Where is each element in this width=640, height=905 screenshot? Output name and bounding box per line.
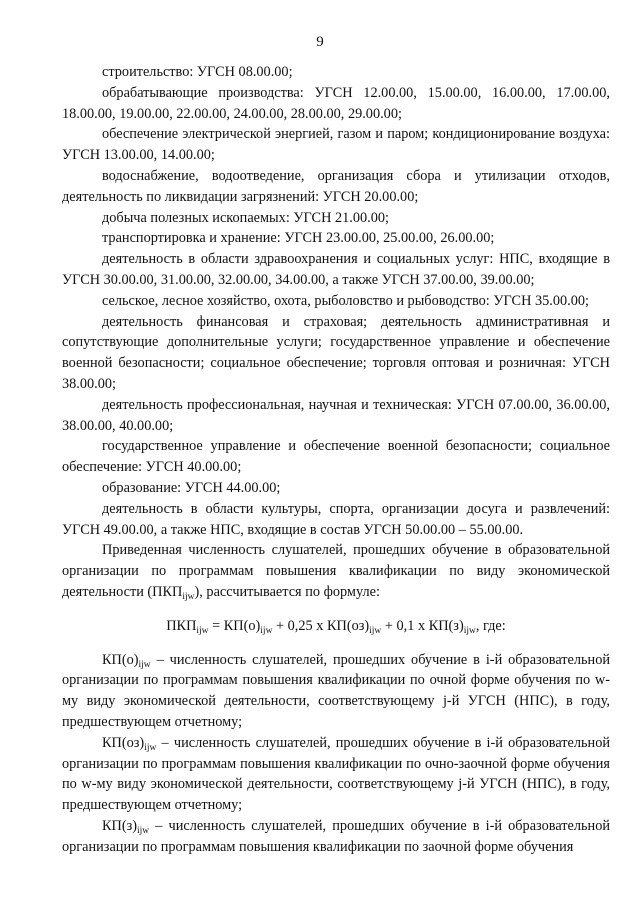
list-item: сельское, лесное хозяйство, охота, рыболовство и рыбоводство: УГСН 35.00.00;	[102, 292, 589, 309]
formula-operator: + 0,25 x	[272, 617, 327, 634]
definition-text: – численность слушателей, прошедших обучение в i-й образовательной организации по программам повышения квалификации по очно-заочной форме обучения по w-му виду экономической деятельности, соответствующему j-й УГСН (НПС), в году, предшествующем отчетному;	[62, 734, 610, 814]
document-body	[62, 62, 610, 857]
list-item: деятельность в области культуры, спорта, организации досуга и развлечений: УГСН 49.00.00, а также НПС, входящие в состав УГСН 50.00.00 – 55.00.00.	[62, 500, 610, 538]
formula-subscript: ijw	[369, 625, 382, 636]
list-item: добыча полезных ископаемых: УГСН 21.00.00;	[102, 209, 390, 226]
definition-term: КП(оз)	[102, 734, 145, 751]
formula-lhs: ПКП	[166, 617, 197, 634]
formula	[62, 616, 610, 637]
definition-subscript: ijw	[144, 742, 157, 753]
page-number: 9	[316, 34, 324, 50]
intro-text-end: ), рассчитывается по формуле:	[194, 583, 380, 600]
formula-term: КП(о)	[223, 617, 261, 634]
definitions	[62, 650, 610, 858]
list-item: обеспечение электрической энергией, газом и паром; кондиционирование воздуха: УГСН 13.00.00, 14.00.00;	[62, 126, 610, 164]
definition-text: – численность слушателей, прошедших обучение в i-й образовательной организации по программам повышения квалификации по очной форме обучения по w-му виду экономической деятельности, соответствующему j-й УГСН (НПС), в году, предшествующем отчетному;	[62, 651, 610, 730]
list-item: образование: УГСН 44.00.00;	[102, 479, 281, 496]
formula-intro	[62, 540, 610, 602]
list-item: деятельность профессиональная, научная и техническая: УГСН 07.00.00, 36.00.00, 38.00.00, 40.00.00;	[62, 396, 610, 434]
formula-equals: =	[208, 617, 224, 634]
list-item: деятельность финансовая и страховая; деятельность административная и сопутствующие дополнительные услуги; государственное управление и обеспечение военной безопасности; социальное обеспечение; торговля оптовая и розничная: УГСН 38.00.00;	[62, 313, 610, 392]
formula-subscript: ijw	[196, 625, 209, 636]
definition-item	[62, 650, 610, 733]
list-item: государственное управление и обеспечение военной безопасности; социальное обеспечение: УГСН 40.00.00;	[62, 438, 610, 476]
definition-subscript: ijw	[138, 659, 151, 670]
definition-subscript: ijw	[137, 825, 150, 836]
formula-tail: , где:	[475, 617, 506, 634]
list-item: строительство: УГСН 08.00.00;	[102, 64, 293, 80]
list-item: водоснабжение, водоотведение, организация сбора и утилизации отходов, деятельность по ликвидации загрязнений: УГСН 20.00.00;	[62, 167, 610, 205]
definition-item	[62, 733, 610, 816]
intro-subscript: ijw	[182, 591, 195, 602]
definition-term: КП(з)	[102, 817, 138, 834]
formula-operator: + 0,1 x	[381, 617, 429, 634]
formula-subscript: ijw	[463, 625, 476, 636]
definition-term: КП(о)	[102, 651, 139, 668]
ugsn-list	[62, 62, 610, 540]
definition-item	[62, 816, 610, 858]
list-item: деятельность в области здравоохранения и социальных услуг: НПС, входящие в УГСН 30.00.00, 31.00.00, 32.00.00, 34.00.00, а также УГСН 37.00.00, 39.00.00;	[62, 251, 610, 288]
list-item: обрабатывающие производства: УГСН 12.00.00, 15.00.00, 16.00.00, 17.00.00, 18.00.00, 19.00.00, 22.00.00, 24.00.00, 28.00.00, 29.00.00;	[62, 84, 610, 122]
formula-term: КП(оз)	[326, 617, 370, 634]
definition-text: – численность слушателей, прошедших обучение в i-й образовательной организации по программам повышения квалификации по заочной форме обучения	[62, 817, 610, 855]
intro-text: Приведенная численность слушателей, прошедших обучение в образовательной организации по программам повышения квалификации по виду экономической деятельности (ПКП	[62, 542, 610, 600]
list-item: транспортировка и хранение: УГСН 23.00.00, 25.00.00, 26.00.00;	[102, 230, 495, 247]
formula-subscript: ijw	[260, 625, 273, 636]
formula-term: КП(з)	[428, 617, 464, 634]
